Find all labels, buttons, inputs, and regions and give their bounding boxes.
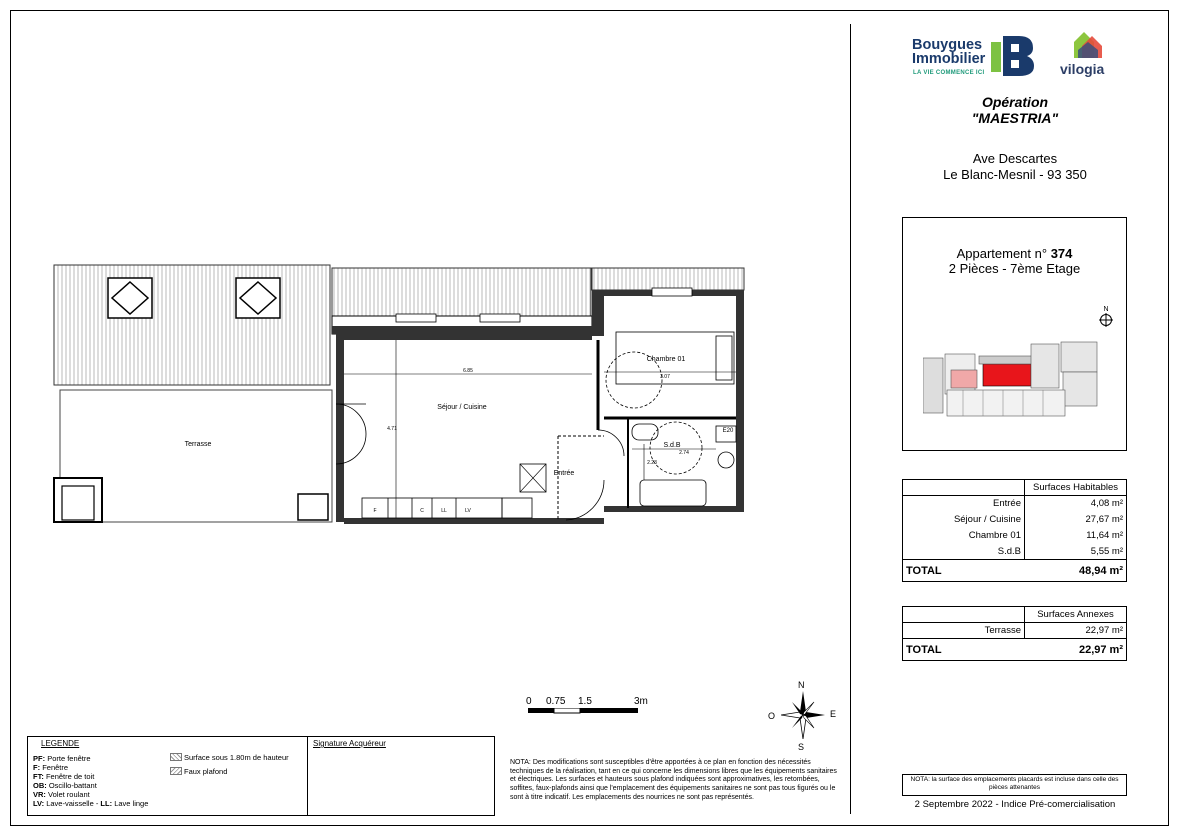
annexe-row-label: Terrasse <box>903 623 1025 639</box>
hatch-swatch-low-height <box>170 753 182 761</box>
room-chambre-label: Chambre 01 <box>646 356 686 363</box>
dim-sdb-width: 2.74 <box>679 450 689 456</box>
address-line2: Le Blanc-Mesnil - 93 350 <box>943 167 1087 182</box>
apartment-number-line <box>903 246 1126 261</box>
compass-star-icon <box>781 691 825 739</box>
compass-o: O <box>768 711 776 721</box>
compass-rose <box>768 680 838 752</box>
bouygues-logo <box>912 36 1037 86</box>
vilogia-wordmark: vilogia <box>1060 61 1105 77</box>
dim-sejour-width: 6.85 <box>463 368 473 374</box>
surfaces-habitables-total-value: 48,94 m² <box>1025 560 1127 582</box>
scale-tick-1: 0.75 <box>546 696 566 707</box>
compass-s: S <box>798 742 805 752</box>
apartment-number: 374 <box>1050 246 1073 261</box>
date-line: 2 Septembre 2022 - Indice Pré-comercialisation <box>914 799 1116 810</box>
surface-row-label: Séjour / Cuisine <box>903 512 1025 528</box>
surface-row-label: S.d.B <box>903 544 1025 560</box>
key-plan <box>923 340 1103 420</box>
key-plan-highlight <box>983 364 1031 386</box>
vilogia-logo <box>1058 28 1118 80</box>
apartment-type: 2 Pièces - 7ème Etage <box>948 261 1081 276</box>
address-line1: Ave Descartes <box>972 151 1058 166</box>
appliance-ll: LL <box>441 508 447 514</box>
scale-bar <box>526 696 656 718</box>
surfaces-habitables-header: Surfaces Habitables <box>1025 480 1127 496</box>
roof-window-1 <box>108 278 152 318</box>
surfaces-annexes-total-value: 22,97 m² <box>1025 639 1127 661</box>
scale-tick-3: 3m <box>634 696 648 707</box>
legend-title: LEGENDE <box>41 739 80 748</box>
surfaces-annexes-table <box>902 606 1127 661</box>
disclaimer-note: NOTA: Des modifications sont susceptibles d'être apportées à ce plan en fonction des nécessités techniques de la réalisation, tant en ce qui concerne les dimensions libres que les équipements sanitaires et électriques. Les surfaces et hauteurs sous plafond indiquées sont approximatives, les retombées, soffites, faux-plafonds ainsi que l'emplacement des équipements sanitaires ne sont pas tous figurés ou le sont à titre indicatif. Les emplacements des nourrices ne sont pas représentés. <box>510 759 837 801</box>
roof-middle <box>332 268 591 316</box>
vilogia-house-icon <box>1068 28 1108 60</box>
legend-item: FT: Fenêtre de toit <box>33 772 95 781</box>
bouygues-b-mark-icon <box>991 36 1035 76</box>
room-sdb-label: S.d.B <box>663 442 681 449</box>
e20-label: E20 <box>722 428 734 434</box>
surface-row-value: 4,08 m² <box>1025 496 1127 512</box>
north-crosshair-icon <box>1099 313 1113 327</box>
roof-window-2 <box>236 278 280 318</box>
surfaces-habitables-total-label: TOTAL <box>903 560 1025 582</box>
signature-title: Signature Acquéreur <box>313 739 386 748</box>
operation-name: "MAESTRIA" <box>971 110 1059 126</box>
surfaces-habitables-table <box>902 479 1127 582</box>
surface-row-value: 27,67 m² <box>1025 512 1127 528</box>
legend-item: PF: Porte fenêtre <box>33 754 91 763</box>
operation-label: Opération <box>981 94 1049 110</box>
apartment-box <box>902 217 1127 451</box>
floor-plan <box>45 258 755 538</box>
scale-tick-0: 0 <box>526 696 532 707</box>
bouygues-logo-line2: Immobilier <box>912 51 986 67</box>
legend-list <box>33 754 148 808</box>
legend-divider <box>307 737 308 815</box>
compass-n: N <box>798 680 805 690</box>
scale-tick-2: 1.5 <box>578 696 592 707</box>
north-letter: N <box>1103 306 1109 313</box>
room-sejour-label: Séjour / Cuisine <box>437 404 487 411</box>
surface-row-label: Entrée <box>903 496 1025 512</box>
dim-sejour-height: 4.71 <box>387 426 397 432</box>
room-entree-label: Entrée <box>553 470 575 477</box>
roof-right <box>592 268 744 290</box>
legend-item: LV: Lave-vaisselle - LL: Lave linge <box>33 799 149 808</box>
surfaces-annexes-total-label: TOTAL <box>903 639 1025 661</box>
hatch-label-low-height: Surface sous 1.80m de hauteur <box>184 753 289 762</box>
bouygues-tagline: LA VIE COMMENCE ICI <box>913 70 985 76</box>
appliance-lv: LV <box>465 508 471 514</box>
legend-item: VR: Volet roulant <box>33 790 90 799</box>
sheet-separator <box>850 24 851 814</box>
dim-chambre: 3.07 <box>660 374 670 380</box>
roof-left <box>54 265 330 385</box>
operation-address <box>880 151 1150 183</box>
apartment-number-label: Appartement n° <box>956 246 1048 261</box>
scale-bar-graphic <box>526 708 656 716</box>
surface-row-value: 11,64 m² <box>1025 528 1127 544</box>
legend-box <box>27 736 495 816</box>
operation-title <box>880 94 1150 126</box>
annexe-row-value: 22,97 m² <box>1025 623 1127 639</box>
dim-sdb-height: 2.23 <box>647 460 657 466</box>
terrasse-label: Terrasse <box>184 441 212 448</box>
north-indicator <box>1099 306 1113 329</box>
hatch-swatch-faux-plafond <box>170 767 182 775</box>
surface-row-label: Chambre 01 <box>903 528 1025 544</box>
placards-note: NOTA: la surface des emplacements placards est incluse dans celle des pièces attenantes <box>902 774 1127 796</box>
legend-item: OB: Oscillo-battant <box>33 781 97 790</box>
surface-row-value: 5,55 m² <box>1025 544 1127 560</box>
surfaces-annexes-header: Surfaces Annexes <box>1025 607 1127 623</box>
appliance-f: F <box>373 508 377 514</box>
appliance-c: C <box>420 508 424 514</box>
compass-e: E <box>830 709 837 719</box>
bouygues-logo-line1: Bouygues <box>912 37 983 53</box>
hatch-label-faux-plafond: Faux plafond <box>184 767 228 776</box>
legend-item: F: Fenêtre <box>33 763 69 772</box>
